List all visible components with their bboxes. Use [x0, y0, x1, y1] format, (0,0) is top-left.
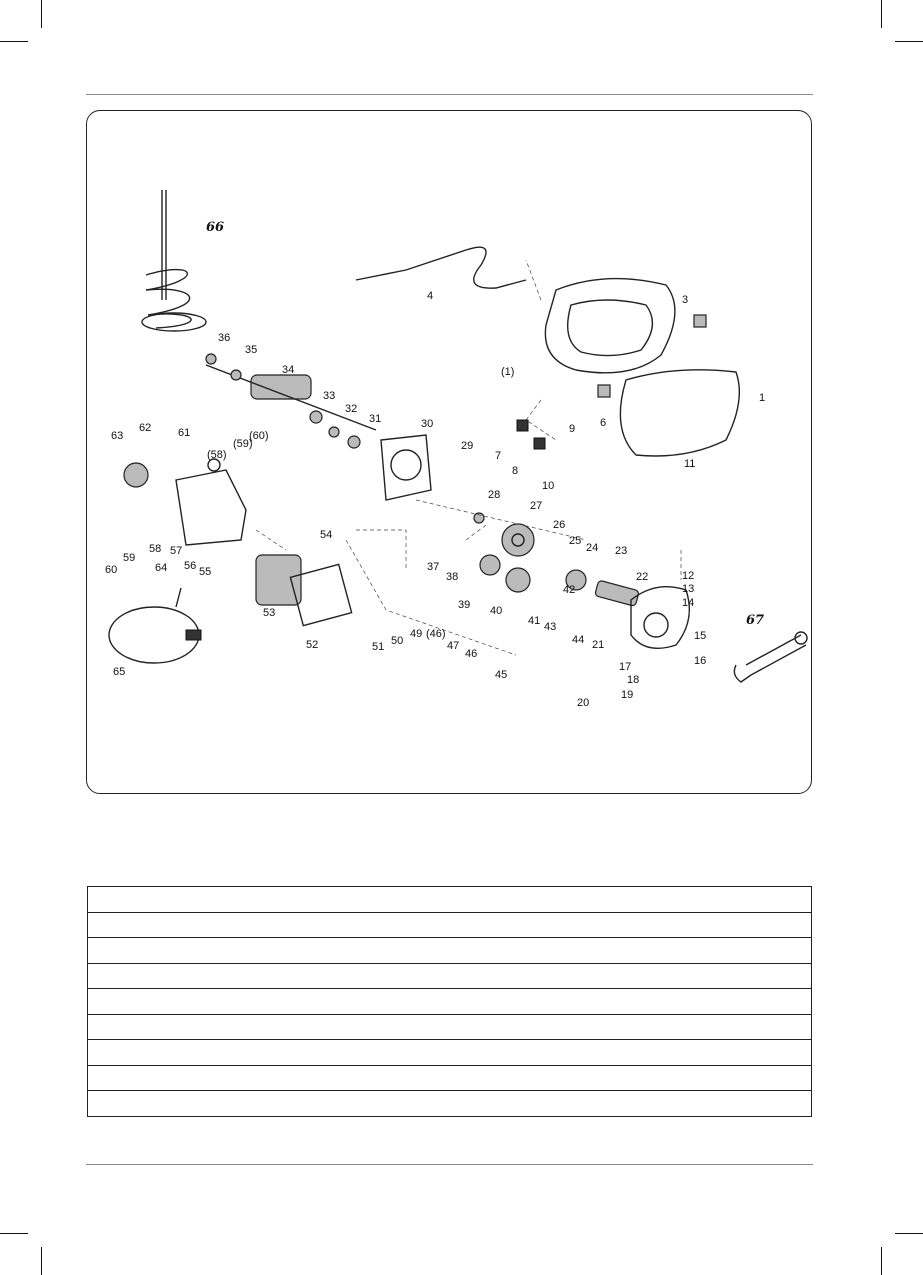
callout-4: 4 [427, 290, 434, 302]
crop-mark-bottom-right-v [881, 1247, 882, 1275]
callout-6: 6 [600, 417, 607, 429]
callout-39: 39 [458, 599, 471, 611]
callout-14: 14 [682, 597, 695, 609]
callout-19: 19 [621, 689, 634, 701]
callout-35: 35 [245, 344, 258, 356]
crop-mark-top-left-h [0, 41, 28, 42]
callout-37: 37 [427, 561, 440, 573]
callout-9: 9 [569, 423, 576, 435]
callout-1: 1 [759, 392, 766, 404]
callout-45: 45 [495, 669, 508, 681]
callout-27: 27 [530, 500, 543, 512]
table-row [88, 887, 812, 913]
callout-62: 62 [139, 422, 152, 434]
callout-59: 59 [123, 552, 136, 564]
crop-mark-bottom-left-h [0, 1233, 28, 1234]
callout-7: 7 [495, 450, 502, 462]
callout-57: 57 [170, 545, 183, 557]
table-row [88, 1065, 812, 1091]
callout-28: 28 [488, 489, 501, 501]
callout-49: 49 [410, 628, 423, 640]
callout-53: 53 [263, 607, 276, 619]
callout-44: 44 [572, 634, 585, 646]
table-cell [88, 1040, 812, 1066]
callout-58: 58 [149, 543, 162, 555]
callout-54: 54 [320, 529, 333, 541]
callout-24: 24 [586, 542, 599, 554]
callout-56: 56 [184, 560, 197, 572]
crop-mark-bottom-left-v [41, 1247, 42, 1275]
crop-mark-bottom-right-h [895, 1233, 923, 1234]
callout-67: 67 [746, 613, 765, 628]
callout-64: 64 [155, 562, 168, 574]
callout-p1p: (1) [501, 366, 515, 378]
callout-17: 17 [619, 661, 632, 673]
table-cell [88, 938, 812, 964]
callout-33: 33 [323, 390, 336, 402]
callout-60: 60 [105, 564, 118, 576]
callout-p58p: (58) [207, 449, 227, 461]
callout-31: 31 [369, 413, 382, 425]
callout-46: 46 [465, 648, 478, 660]
callout-61: 61 [178, 427, 191, 439]
callout-18: 18 [627, 674, 640, 686]
callout-23: 23 [615, 545, 628, 557]
table-cell [88, 1091, 812, 1117]
callout-26: 26 [553, 519, 566, 531]
callout-42: 42 [563, 584, 576, 596]
callout-34: 34 [282, 364, 295, 376]
crop-mark-top-left-v [41, 0, 42, 28]
callout-66: 66 [206, 220, 225, 235]
callout-40: 40 [490, 605, 503, 617]
table-cell [88, 1014, 812, 1040]
callout-22: 22 [636, 571, 649, 583]
footer-rule [86, 1164, 813, 1165]
callout-30: 30 [421, 418, 434, 430]
callout-13: 13 [682, 583, 695, 595]
callout-labels [105, 220, 765, 709]
callout-55: 55 [199, 566, 212, 578]
callout-43: 43 [544, 621, 557, 633]
callout-3: 3 [682, 294, 689, 306]
callout-15: 15 [694, 630, 707, 642]
callout-63: 63 [111, 430, 124, 442]
callout-11: 11 [684, 458, 696, 470]
callout-8: 8 [512, 465, 519, 477]
table-cell [88, 887, 812, 913]
callout-38: 38 [446, 571, 459, 583]
table-row [88, 1040, 812, 1066]
exploded-view-diagram [86, 110, 812, 794]
header-rule [86, 94, 813, 95]
table-row [88, 1014, 812, 1040]
table-row [88, 963, 812, 989]
callout-29: 29 [461, 440, 474, 452]
table-row [88, 1091, 812, 1117]
table-row [88, 938, 812, 964]
callout-36: 36 [218, 332, 231, 344]
parts-table [87, 886, 812, 1117]
table-row [88, 989, 812, 1015]
callout-21: 21 [592, 639, 605, 651]
callout-25: 25 [569, 535, 582, 547]
callout-65: 65 [113, 666, 126, 678]
callout-12: 12 [682, 570, 695, 582]
callout-16: 16 [694, 655, 707, 667]
table-cell [88, 989, 812, 1015]
callout-p59p: (59) [233, 438, 253, 450]
callout-51: 51 [372, 641, 385, 653]
mixing-paddle-drawing [142, 190, 206, 331]
callout-41: 41 [528, 615, 541, 627]
callout-52: 52 [306, 639, 319, 651]
callout-32: 32 [345, 403, 358, 415]
table-cell [88, 963, 812, 989]
callout-p46p: (46) [426, 628, 446, 640]
crop-mark-top-right-h [895, 41, 923, 42]
callout-p60p: (60) [249, 430, 269, 442]
callout-47: 47 [447, 640, 460, 652]
table-cell [88, 1065, 812, 1091]
callout-10: 10 [542, 480, 555, 492]
callout-20: 20 [577, 697, 590, 709]
table-cell [88, 912, 812, 938]
callout-50: 50 [391, 635, 404, 647]
crop-mark-top-right-v [881, 0, 882, 28]
table-row [88, 912, 812, 938]
